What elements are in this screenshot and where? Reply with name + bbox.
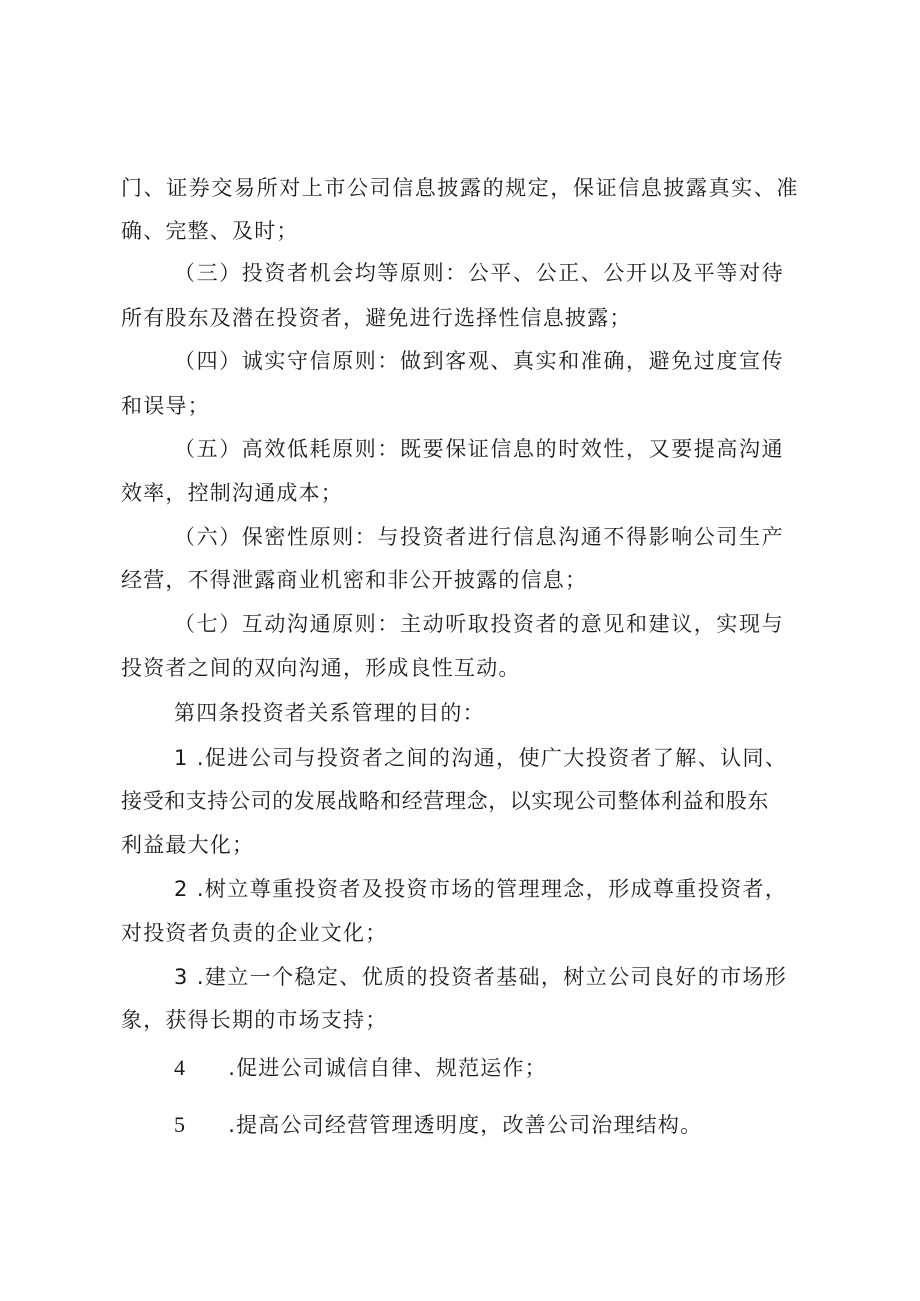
list-number: 5 bbox=[174, 1112, 187, 1137]
text-line: 利益最大化； bbox=[121, 833, 255, 857]
text-line: 1 .促进公司与投资者之间的沟通，使广大投资者了解、认同、 bbox=[174, 746, 788, 770]
list-item-4 bbox=[174, 1053, 547, 1083]
text-line: （六）保密性原则：与投资者进行信息沟通不得影响公司生产 bbox=[174, 525, 785, 549]
list-text: .促进公司诚信自律、规范运作； bbox=[228, 1056, 547, 1080]
text-line: 接受和支持公司的发展战略和经营理念，以实现公司整体利益和股东 bbox=[121, 789, 769, 813]
text-line: （三）投资者机会均等原则：公平、公正、公开以及平等对待 bbox=[174, 261, 785, 285]
text-line: 2 .树立尊重投资者及投资市场的管理理念，形成尊重投资者， bbox=[174, 877, 788, 901]
list-number: 4 bbox=[174, 1055, 187, 1080]
text-line: 对投资者负责的企业文化； bbox=[121, 921, 388, 945]
text-line: 投资者之间的双向沟通，形成良性互动。 bbox=[121, 656, 521, 680]
text-line: （五）高效低耗原则：既要保证信息的时效性，又要提高沟通 bbox=[174, 437, 785, 461]
text-line: （四）诚实守信原则：做到客观、真实和准确，避免过度宣传 bbox=[174, 349, 785, 373]
list-text: .提高公司经营管理透明度，改善公司治理结构。 bbox=[228, 1113, 703, 1137]
text-line: 确、完整、及时； bbox=[121, 219, 299, 243]
section-heading: 第四条投资者关系管理的目的： bbox=[174, 701, 485, 725]
text-line: 象，获得长期的市场支持； bbox=[121, 1008, 388, 1032]
list-item-5 bbox=[174, 1110, 702, 1140]
text-line: 门、证券交易所对上市公司信息披露的规定，保证信息披露真实、准 bbox=[121, 176, 799, 200]
text-line: 和误导； bbox=[121, 394, 210, 418]
text-line: 效率，控制沟通成本； bbox=[121, 481, 343, 505]
text-line: 经营，不得泄露商业机密和非公开披露的信息； bbox=[121, 568, 588, 592]
text-line: 3 .建立一个稳定、优质的投资者基础，树立公司良好的市场形 bbox=[174, 965, 788, 989]
text-line: （七）互动沟通原则：主动听取投资者的意见和建议，实现与 bbox=[174, 612, 785, 636]
text-line: 所有股东及潜在投资者，避免进行选择性信息披露； bbox=[121, 306, 632, 330]
